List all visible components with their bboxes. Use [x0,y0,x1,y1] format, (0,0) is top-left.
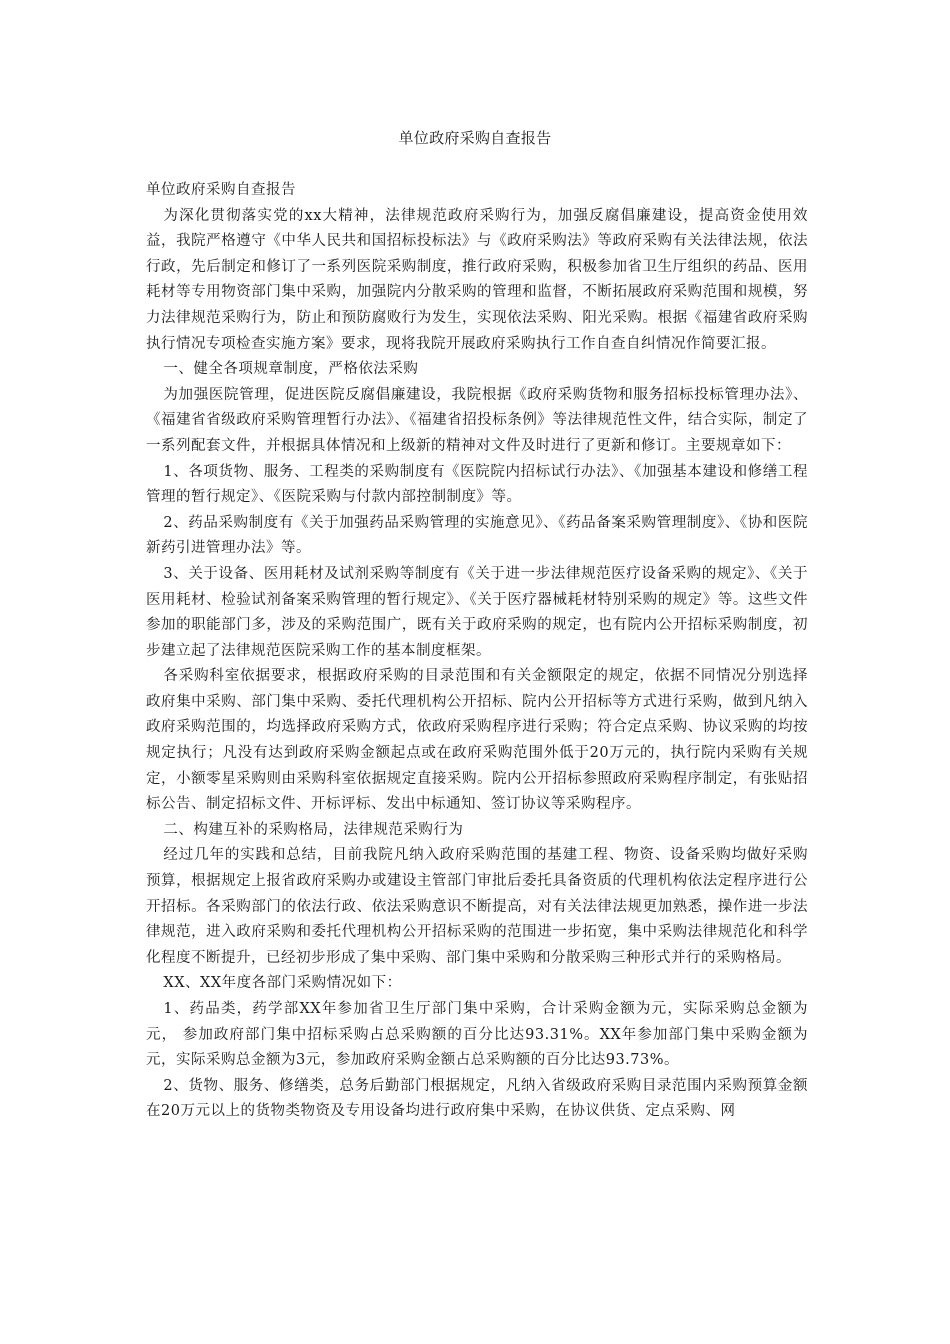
list-item: 1、各项货物、服务、工程类的采购制度有《医院院内招标试行办法》、《加强基本建设和修缮工程管理的暂行规定》、《医院采购与付款内部控制制度》等。 [146,463,808,506]
body-paragraph: 经过几年的实践和总结，目前我院凡纳入政府采购范围的基建工程、物资、设备采购均做好采购预算，根据规定上报省政府采购办或建设主管部门审批后委托具备资质的代理机构依法定程序进行公开招标。各采购部门的依法行政、依法采购意识不断提高，对有关法律法规更加熟悉，操作进一步法律规范，进入政府采购和委托代理机构公开招标采购的范围进一步拓宽，集中采购法律规范化和科学化程度不断提升，已经初步形成了集中采购、部门集中采购和分散采购三种形式并行的采购格局。 [146,847,808,966]
list-item: 2、药品采购制度有《关于加强药品采购管理的实施意见》、《药品备案采购管理制度》、《协和医院新药引进管理办法》等。 [146,514,808,557]
document-body [146,178,808,1125]
body-paragraph: 单位政府采购自查报告 [146,182,296,198]
list-item: 1、药品类，药学部XX年参加省卫生厅部门集中采购，合计采购金额为元，实际采购总金额为元， 参加政府部门集中招标采购占总采购额的百分比达93.31%。XX年参加部门集中采购金额为元，实际采购总金额为3元，参加政府采购金额占总采购额的百分比达93.73%。 [146,1001,808,1069]
body-paragraph: 各采购科室依据要求，根据政府采购的目录范围和有关金额限定的规定，依据不同情况分别选择政府集中采购、部门集中采购、委托代理机构公开招标、院内公开招标等方式进行采购，做到凡纳入政府采购范围的，均选择政府采购方式，依政府采购程序进行采购；符合定点采购、协议采购的均按规定执行；凡没有达到政府采购金额起点或在政府采购范围外低于20万元的，执行院内采购有关规定，小额零星采购则由采购科室依据规定直接采购。院内公开招标参照政府采购程序制定，有张贴招标公告、制定招标文件、开标评标、发出中标通知、签订协议等采购程序。 [146,668,808,813]
section-heading: 一、健全各项规章制度，严格依法采购 [163,361,419,378]
list-item: 3、关于设备、医用耗材及试剂采购等制度有《关于进一步法律规范医疗设备采购的规定》、《关于医用耗材、检验试剂备案采购管理的暂行规定》、《关于医疗器械耗材特别采购的规定》等。这些文件参加的职能部门多，涉及的采购范围广，既有关于政府采购的规定，也有院内公开招标采购制度，初步建立起了法律规范医院采购工作的基本制度框架。 [146,565,808,659]
body-paragraph: 为加强医院管理，促进医院反腐倡廉建设，我院根据《政府采购货物和服务招标投标管理办法》、《福建省省级政府采购管理暂行办法》、《福建省招投标条例》等法律规范性文件，结合实际，制定了一系列配套文件，并根据具体情况和上级新的精神对文件及时进行了更新和修订。主要规章如下： [146,386,808,454]
body-paragraph: 为深化贯彻落实党的xx大精神，法律规范政府采购行为，加强反腐倡廉建设，提高资金使用效益，我院严格遵守《中华人民共和国招标投标法》与《政府采购法》等政府采购有关法律法规，依法行政，先后制定和修订了一系列医院采购制度，推行政府采购，积极参加省卫生厅组织的药品、医用耗材等专用物资部门集中采购，加强院内分散采购的管理和监督，不断拓展政府采购范围和规模，努力法律规范采购行为，防止和预防腐败行为发生，实现依法采购、阳光采购。根据《福建省政府采购执行情况专项检查实施方案》要求，现将我院开展政府采购执行工作自查自纠情况作简要汇报。 [146,207,808,352]
section-heading: 二、构建互补的采购格局，法律规范采购行为 [163,821,464,838]
body-paragraph: XX、XX年度各部门采购情况如下： [163,975,402,992]
list-item: 2、货物、服务、修缮类，总务后勤部门根据规定，凡纳入省级政府采购目录范围内采购预算金额在20万元以上的货物类物资及专用设备均进行政府集中采购，在协议供货、定点采购、网 [146,1077,808,1120]
page-title: 单位政府采购自查报告 [398,129,552,147]
